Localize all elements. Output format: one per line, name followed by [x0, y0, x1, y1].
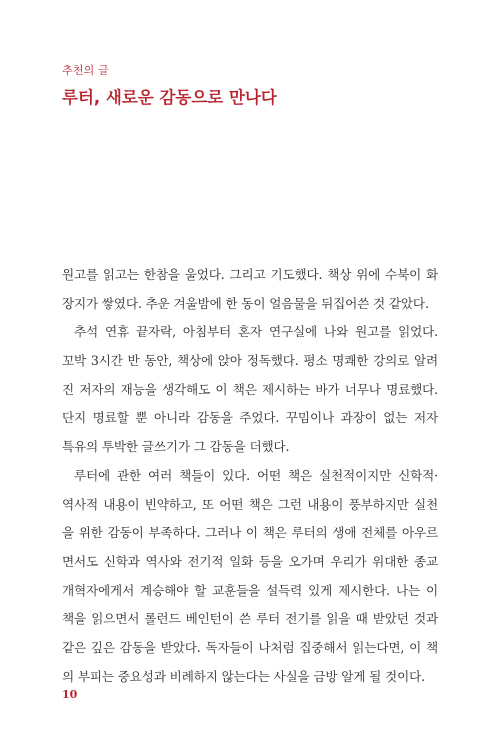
- body-line: 책을 읽으면서 롤런드 베인턴이 쓴 루터 전기를 읽을 때 받았던 것과: [62, 611, 438, 627]
- body-text: [62, 261, 438, 691]
- chapter-title: 루터, 새로운 감동으로 만나다: [62, 88, 277, 107]
- body-line: 장지가 쌓였다. 추운 겨울밤에 한 동이 얼음물을 뒤집어쓴 것 같았다.: [62, 295, 429, 311]
- body-line: 특유의 투박한 글쓰기가 그 감동을 더했다.: [62, 439, 290, 455]
- body-line: 을 위한 감동이 부족하다. 그러나 이 책은 루터의 생애 전체를 아우르: [62, 525, 438, 541]
- body-line: 단지 명료할 뿐 아니라 감동을 주었다. 꾸밈이나 과장이 없는 저자: [62, 410, 438, 426]
- body-line: 개혁자에게서 계승해야 할 교훈들을 설득력 있게 제시한다. 나는 이: [62, 582, 438, 598]
- body-line: 꼬박 3시간 반 동안, 책상에 앉아 정독했다. 평소 명쾌한 강의로 알려: [62, 353, 438, 369]
- body-line: 원고를 읽고는 한참을 울었다. 그리고 기도했다. 책상 위에 수북이 화: [62, 267, 438, 282]
- body-line: 의 부피는 중요성과 비례하지 않는다는 사실을 금방 알게 될 것이다.: [62, 668, 425, 684]
- body-line: 추석 연휴 끝자락, 아침부터 혼자 연구실에 나와 원고를 읽었다.: [74, 324, 438, 340]
- body-line: 진 저자의 재능을 생각해도 이 책은 제시하는 바가 너무나 명료했다.: [62, 381, 438, 397]
- page-number: 10: [62, 688, 78, 701]
- section-label: 추천의 글: [62, 64, 110, 77]
- body-line: 루터에 관한 여러 책들이 있다. 어떤 책은 실천적이지만 신학적·: [74, 467, 438, 483]
- body-line: 면서도 신학과 역사와 전기적 일화 등을 오가며 우리가 위대한 종교: [62, 553, 438, 569]
- body-line: 역사적 내용이 빈약하고, 또 어떤 책은 그런 내용이 풍부하지만 실천: [62, 496, 438, 512]
- body-line: 같은 깊은 감동을 받았다. 독자들이 나처럼 집중해서 읽는다면, 이 책: [62, 639, 438, 655]
